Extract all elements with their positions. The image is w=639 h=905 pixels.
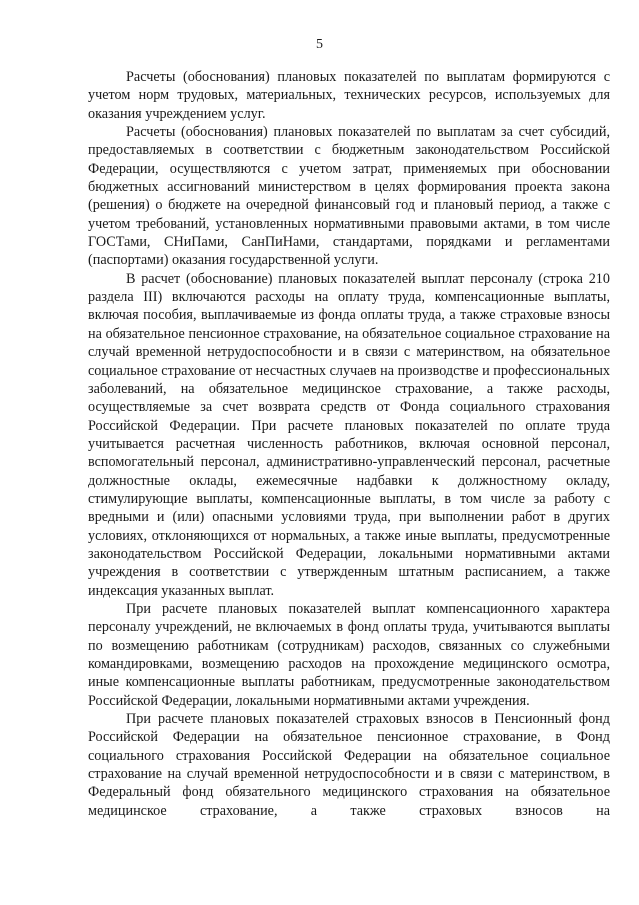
paragraph-5: При расчете плановых показателей страховых взносов в Пенсионный фонд Российской Федерации на обязательное пенсионное страхование, в Фонд социального страхования Российской Федерации на обязательное социальное страхование на случай временной нетрудоспособности и в связи с материнством, в Федеральный фонд обязательного медицинского страхования на обязательное медицинское страхование, а также страховых взносов на [88, 711, 610, 819]
paragraph-3: В расчет (обоснование) плановых показателей выплат персоналу (строка 210 раздела III) включаются расходы на оплату труда, компенсационные выплаты, включая пособия, выплачиваемые из фонда оплаты труда, а также страховые взносы на обязательное пенсионное страхование, на обязательное социальное страхование на случай временной нетрудоспособности и в связи с материнством, на обязательное социальное страхование от несчастных случаев на производстве и профессиональных заболеваний, на обязательное медицинское страхование, а также расходы, осуществляемые за счет возврата средств от Фонда социального страхования Российской Федерации. При расчете плановых показателей по оплате труда учитывается расчетная численность работников, включая основной персонал, вспомогательный персонал, административно-управленческий персонал, расчетные должностные оклады, ежемесячные надбавки к должностному окладу, стимулирующие выплаты, компенсационные выплаты, в том числе за работу с вредными и (или) опасными условиями труда, при выполнении работ в других условиях, отклоняющихся от нормальных, а также иные выплаты, предусмотренные законодательством Российской Федерации, локальными нормативными актами учреждения в соответствии с утвержденным штатным расписанием, а также индексация указанных выплат. [88, 270, 610, 599]
paragraph-4: При расчете плановых показателей выплат компенсационного характера персоналу учреждений, не включаемых в фонд оплаты труда, учитываются выплаты по возмещению работникам (сотрудникам) расходов, связанных со служебными командировками, возмещению расходов на прохождение медицинского осмотра, иные компенсационные выплаты работникам, предусмотренные законодательством Российской Федерации, локальными нормативными актами учреждения. [88, 600, 610, 709]
paragraph-1: Расчеты (обоснования) плановых показателей по выплатам формируются с учетом норм трудовых, материальных, технических ресурсов, используемых для оказания учреждением услуг. [88, 69, 610, 122]
paragraph-2: Расчеты (обоснования) плановых показателей по выплатам за счет субсидий, предоставляемых в соответствии с бюджетным законодательством Российской Федерации, осуществляются с учетом затрат, применяемых при обосновании бюджетных ассигнований министерством в целях формирования проекта закона (решения) о бюджете на очередной финансовый год и плановый период, а также с учетом требований, установленных нормативными правовыми актами, в том числе ГОСТами, СНиПами, СанПиНами, стандартами, порядками и регламентами (паспортами) оказания государственной услуги. [88, 124, 610, 269]
page-number: 5 [316, 37, 323, 52]
document-body [88, 68, 610, 820]
